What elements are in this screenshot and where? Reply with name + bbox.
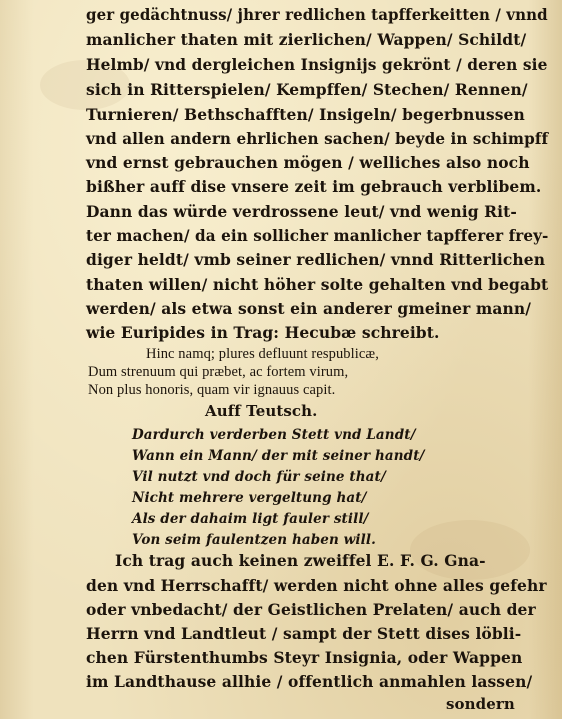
paper-stain [410, 520, 530, 580]
text-line: Ich trag auch keinen zweiffel E. F. G. Gna- [115, 551, 486, 570]
catchword: sondern [446, 695, 515, 713]
text-line: vnd ernst gebrauchen mögen / welliches also noch [86, 153, 530, 172]
text-line: Helmb/ vnd dergleichen Insignijs gekrönt / deren sie [86, 55, 548, 74]
translation-heading: Auff Teutsch. [205, 402, 318, 420]
latin-quote-line: Dum strenuum qui præbet, ac fortem virum, [88, 364, 349, 380]
text-line: wie Euripides in Trag: Hecubæ schreibt. [86, 323, 440, 342]
verse-line: Wann ein Mann/ der mit seiner handt/ [132, 448, 425, 464]
text-line: Turnieren/ Bethschafften/ Insigeln/ begerbnussen [86, 105, 525, 124]
text-line: thaten willen/ nicht höher solte gehalten vnd begabt [86, 275, 549, 294]
text-line: Herrn vnd Landtleut / sampt der Stett dises löbli- [86, 624, 522, 643]
text-line: den vnd Herrschafft/ werden nicht ohne alles gefehr [86, 576, 547, 595]
text-line: chen Fürstenthumbs Steyr Insignia, oder Wappen [86, 648, 523, 667]
text-line: vnd allen andern ehrlichen sachen/ beyde in schimpff [86, 129, 549, 148]
verse-line: Von seim faulentzen haben will. [132, 532, 376, 548]
text-line: Dann das würde verdrossene leut/ vnd wenig Rit- [86, 202, 517, 221]
text-line: ter machen/ da ein sollicher manlicher tapfferer frey- [86, 226, 549, 245]
text-line: sich in Ritterspielen/ Kempffen/ Stechen/ Rennen/ [86, 80, 528, 99]
text-line: werden/ als etwa sonst ein anderer gmeiner mann/ [86, 299, 532, 318]
latin-quote-line: Hinc namq; plures defluunt respublicæ, [146, 346, 379, 362]
verse-line: Dardurch verderben Stett vnd Landt/ [132, 427, 416, 443]
text-line: oder vnbedacht/ der Geistlichen Prelaten/ auch der [86, 600, 536, 619]
text-line: bißher auff dise vnsere zeit im gebrauch verblibem. [86, 177, 542, 196]
verse-line: Nicht mehrere vergeltung hat/ [132, 490, 367, 506]
text-line: ger gedächtnuss/ jhrer redlichen tapfferkeitten / vnnd [86, 5, 548, 24]
text-line: im Landthause allhie / offentlich anmahlen lassen/ [86, 672, 533, 691]
verse-line: Als der dahaim ligt fauler still/ [132, 511, 369, 527]
text-line: diger heldt/ vmb seiner redlichen/ vnnd Ritterlichen [86, 250, 546, 269]
verse-line: Vil nutzt vnd doch für seine that/ [132, 469, 386, 485]
latin-quote-line: Non plus honoris, quam vir ignauus capit. [88, 382, 336, 398]
text-line: manlicher thaten mit zierlichen/ Wappen/ Schildt/ [86, 30, 527, 49]
